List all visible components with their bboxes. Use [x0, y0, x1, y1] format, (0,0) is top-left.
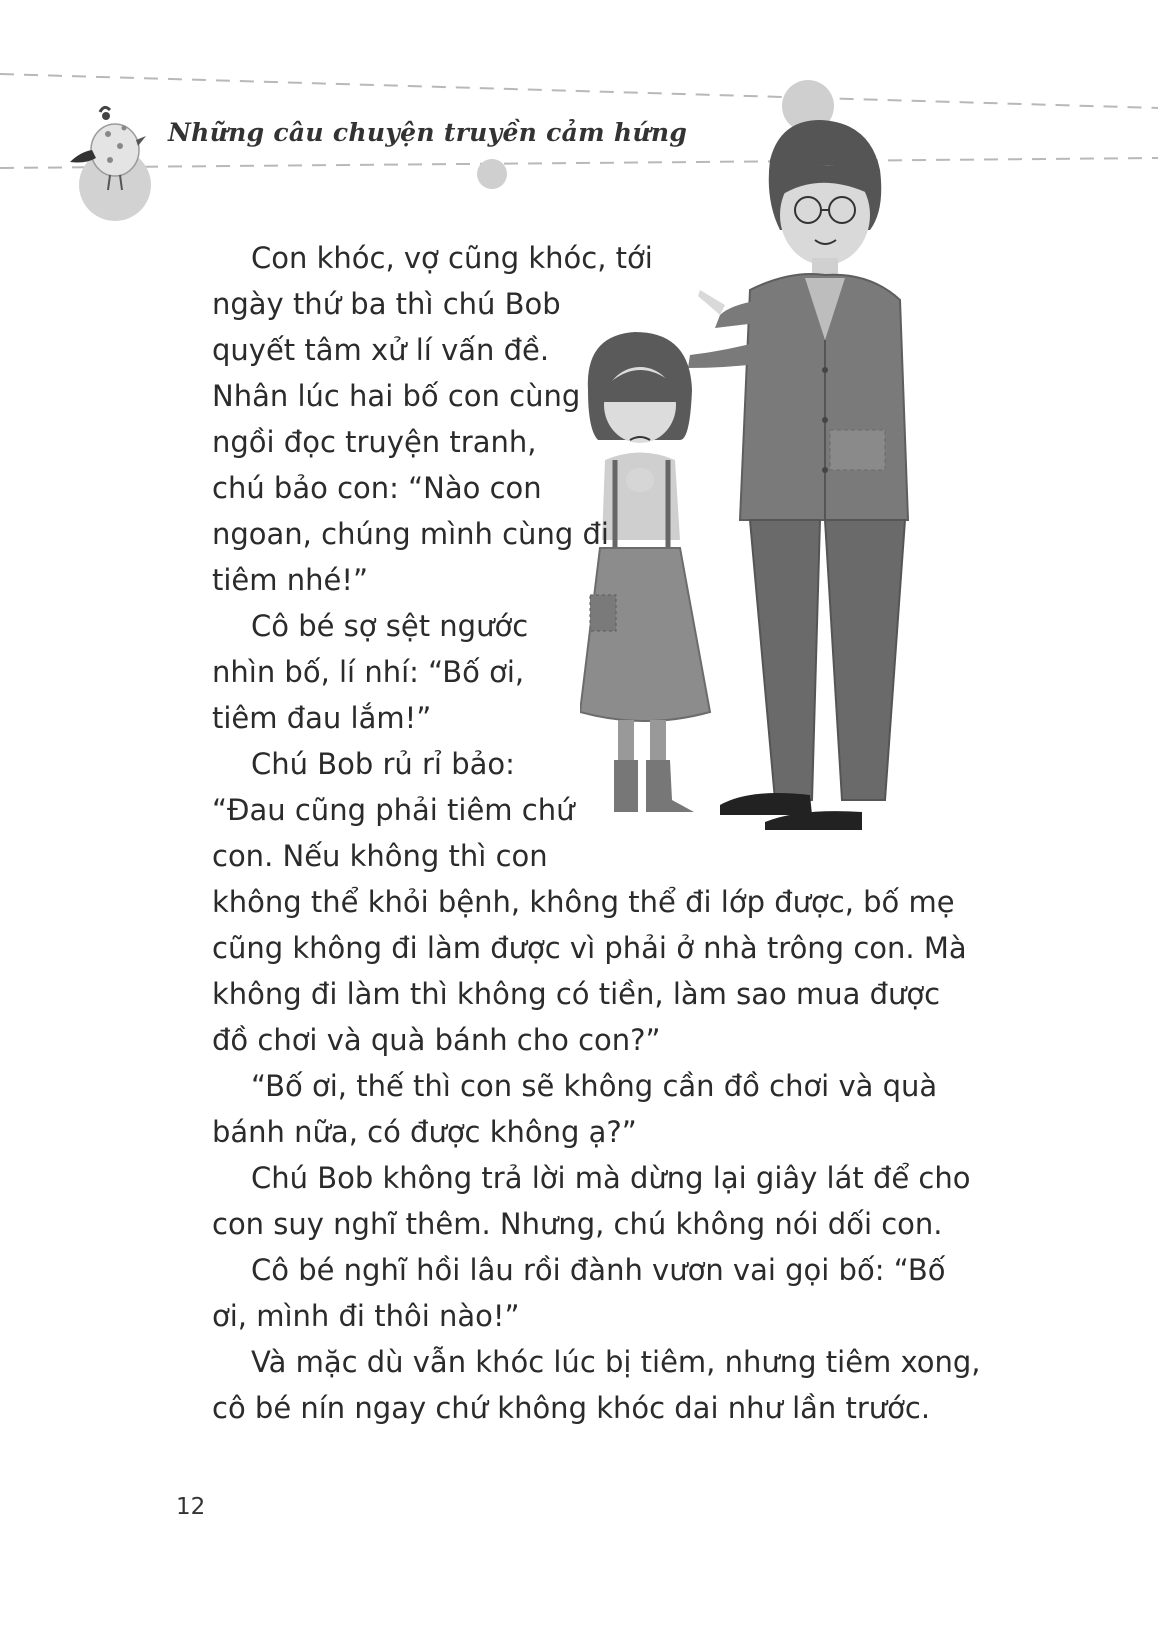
body-line: chú bảo con: “Nào con: [212, 471, 542, 505]
body-line: không đi làm thì không có tiền, làm sao mua được: [212, 977, 941, 1011]
body-line: “Đau cũng phải tiêm chứ: [212, 793, 575, 827]
body-line: Cô bé nghĩ hồi lâu rồi đành vươn vai gọi bố: “Bố: [251, 1253, 946, 1287]
body-line: ơi, mình đi thôi nào!”: [212, 1299, 520, 1333]
body-line: quyết tâm xử lí vấn đề.: [212, 333, 550, 367]
father-figure: [688, 120, 908, 830]
page-number: 12: [176, 1494, 206, 1520]
body-line: Chú Bob không trả lời mà dừng lại giây lát để cho: [251, 1161, 971, 1195]
body-line: con suy nghĩ thêm. Nhưng, chú không nói dối con.: [212, 1207, 943, 1241]
header-decoration: [0, 0, 1158, 230]
illustration-father-daughter: [580, 100, 920, 880]
body-line: ngoan, chúng mình cùng đi: [212, 517, 609, 551]
body-line: không thể khỏi bệnh, không thể đi lớp được, bố mẹ: [212, 885, 955, 919]
body-line: nhìn bố, lí nhí: “Bố ơi,: [212, 655, 525, 689]
body-line: tiêm nhé!”: [212, 563, 368, 597]
body-line: bánh nữa, có được không ạ?”: [212, 1115, 637, 1149]
dashed-line-bottom: [0, 158, 1158, 168]
body-line: Chú Bob rủ rỉ bảo:: [251, 747, 515, 781]
body-line: “Bố ơi, thế thì con sẽ không cần đồ chơi và quà: [251, 1069, 938, 1103]
body-line: Nhân lúc hai bố con cùng: [212, 379, 581, 413]
body-line: Con khóc, vợ cũng khóc, tới: [251, 241, 653, 275]
body-line: đồ chơi và quà bánh cho con?”: [212, 1023, 661, 1057]
decor-circle-small: [477, 159, 507, 189]
body-line: Cô bé sợ sệt ngước: [251, 609, 529, 643]
daughter-figure: [580, 332, 710, 812]
body-line: ngày thứ ba thì chú Bob: [212, 287, 561, 321]
dashed-line-top: [0, 74, 1158, 108]
body-line: con. Nếu không thì con: [212, 839, 548, 873]
body-line: cô bé nín ngay chứ không khóc dai như lần trước.: [212, 1391, 931, 1425]
body-line: tiêm đau lắm!”: [212, 701, 432, 735]
body-line: Và mặc dù vẫn khóc lúc bị tiêm, nhưng tiêm xong,: [251, 1345, 981, 1379]
running-header-title: Những câu chuyện truyền cảm hứng: [168, 118, 688, 147]
body-line: cũng không đi làm được vì phải ở nhà trông con. Mà: [212, 931, 967, 965]
body-line: ngồi đọc truyện tranh,: [212, 425, 537, 459]
